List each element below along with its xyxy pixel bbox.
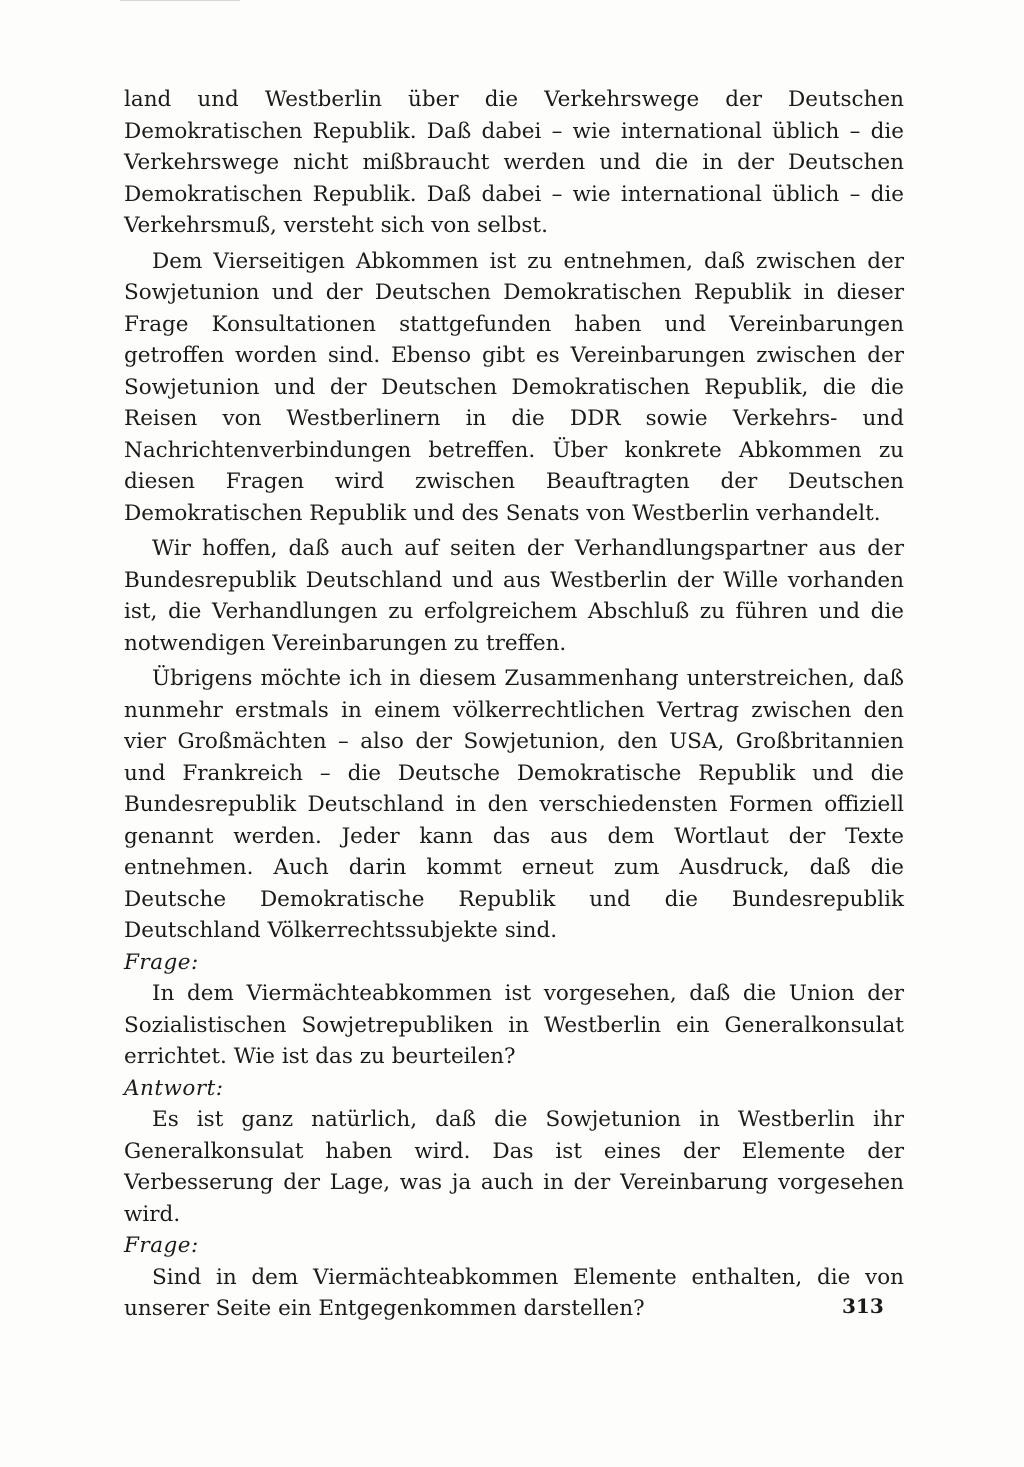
question-label: Frage: xyxy=(124,949,199,975)
paragraph-grossmaechte: Übrigens möchte ich in diesem Zusammenhang unterstreichen, daß nunmehr erstmals in einem völkerrechtlichen Vertrag zwischen den vier Großmächten – also der Sowjetunion, den USA, Großbritannien und Frankreich – die Deutsche Demokratische Republik und die Bundesrepublik Deutschland in den verschiedensten Formen offiziell genannt werden. Jeder kann das aus dem Wortlaut der Texte entnehmen. Auch darin kommt erneut zum Ausdruck, daß die Deutsche Demokratische Republik und die Bundesrepublik Deutschland Völkerrechtssubjekte sind. xyxy=(124,666,904,943)
body-text xyxy=(124,84,904,1325)
answer-label: Antwort: xyxy=(124,1075,224,1101)
answer-text: Es ist ganz natürlich, daß die Sowjetunion in Westberlin ihr Generalkonsulat haben wird. Das ist eines der Elemente der Verbesserung der Lage, was ja auch in der Vereinbarung vorgesehen wird. xyxy=(124,1107,904,1227)
paragraph-vierseitiges-abkommen: Dem Vierseitigen Abkommen ist zu entnehmen, daß zwischen der Sowjetunion und der Deutschen Demokratischen Republik in dieser Frage Konsultationen stattgefunden haben und Vereinbarungen getroffen worden sind. Ebenso gibt es Vereinbarungen zwischen der Sowjetunion und der Deutschen Demokratischen Republik, die die Reisen von Westberlinern in die DDR sowie Verkehrs- und Nachrichtenverbindungen betreffen. Über konkrete Abkommen zu diesen Fragen wird zwischen Beauftragten der Deutschen Demokratischen Republik und des Senats von Westberlin verhandelt. xyxy=(124,248,904,526)
question-text: Sind in dem Viermächteabkommen Elemente enthalten, die von unserer Seite ein Entgegenkommen darstellen? xyxy=(124,1264,904,1321)
page-edge-mark xyxy=(120,0,240,7)
question-label: Frage: xyxy=(124,1233,199,1258)
question-text: In dem Viermächteabkommen ist vorgesehen, daß die Union der Sozialistischen Sowjetrepubliken in Westberlin ein Generalkonsulat errichtet. Wie ist das zu beurteilen? xyxy=(124,981,904,1069)
page-number: 313 xyxy=(842,1294,884,1318)
paragraph-continuation: land und Westberlin über die Verkehrswege der Deutschen Demokratischen Republik. Daß dabei – wie international üblich – die Verkehrswege nicht mißbraucht werden und die in der Deutschen Demokratischen Republik. Daß dabei – wie international üblich – die Verkehrsmuß, versteht sich von selbst. xyxy=(124,87,904,238)
paragraph-verhandlungen: Wir hoffen, daß auch auf seiten der Verhandlungspartner aus der Bundesrepublik Deutschland und aus Westberlin der Wille vorhanden ist, die Verhandlungen zu erfolgreichem Abschluß zu führen und die notwendigen Vereinbarungen zu treffen. xyxy=(124,536,904,656)
